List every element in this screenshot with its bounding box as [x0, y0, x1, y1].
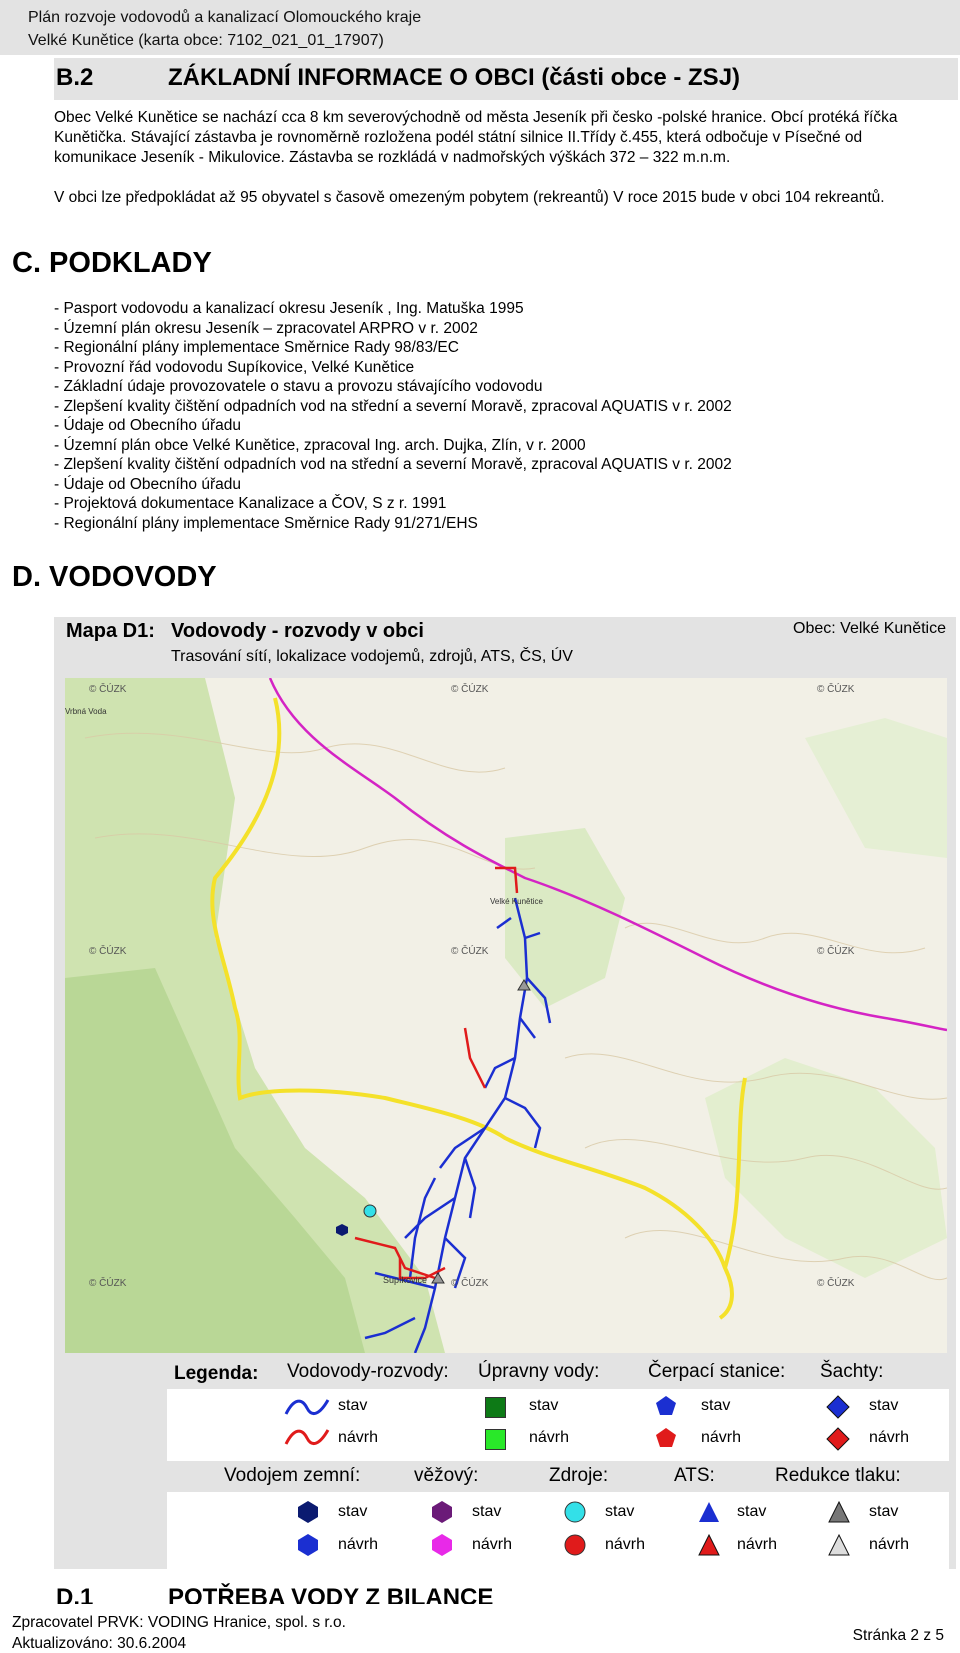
legend-header: věžový: — [414, 1465, 479, 1486]
source-item: - Zlepšení kvality čištění odpadních vod na střední a severní Moravě, zpracoval AQUATIS v r. 2002 — [54, 456, 732, 473]
map-label: Mapa D1: — [66, 620, 155, 642]
section-d-heading: D. VODOVODY — [12, 561, 217, 593]
ground-reservoir-stav-symbol — [296, 1500, 320, 1524]
cuzk-watermark: © ČÚZK — [817, 684, 855, 695]
source-item: - Provozní řád vodovodu Supíkovice, Velké Kunětice — [54, 358, 415, 376]
legend-stav: stav — [529, 1397, 559, 1414]
municipality-description: Obec Velké Kunětice se nachází cca 8 km severovýchodně od města Jeseník při česko -polské hranice. Obcí protéká říčka Kunětička. Stávající zástavba je rovnoměrně rozložena podél státní silnice II.Třídy č.455, která odbočuje v Písečné od komunikace Jeseník - Mikulovice. Zástavba se rozkládá v nadmořských výškách 372 – 322 m.n.m. — [54, 109, 898, 166]
pressure-reduction-navrh-symbol — [827, 1533, 851, 1557]
tower-reservoir-stav-symbol — [430, 1500, 454, 1524]
legend-header: Úpravny vody: — [478, 1361, 600, 1382]
legend-stav: stav — [701, 1397, 731, 1414]
legend-stav: stav — [869, 1503, 899, 1520]
ats-navrh-symbol — [697, 1533, 721, 1557]
section-c-heading: C. PODKLADY — [12, 247, 212, 279]
legend-navrh: návrh — [472, 1536, 513, 1553]
map-subtitle: Trasování sítí, lokalizace vodojemů, zdrojů, ATS, ČS, ÚV — [171, 648, 573, 665]
cuzk-watermark: © ČÚZK — [451, 946, 489, 957]
source-list — [54, 299, 732, 533]
pressure-reduction-stav-symbol — [827, 1500, 851, 1524]
document-title: Plán rozvoje vodovodů a kanalizací Olomouckého kraje — [28, 9, 422, 26]
legend-stav: stav — [605, 1503, 635, 1520]
legend-header: Redukce tlaku: — [775, 1465, 901, 1486]
section-d1-heading — [54, 1582, 958, 1604]
source-item: - Údaje od Obecního úřadu — [54, 475, 241, 493]
source-item: - Projektová dokumentace Kanalizace a ČOV, S z r. 1991 — [54, 495, 447, 512]
pump-station-navrh-symbol — [654, 1426, 678, 1450]
source-item: - Územní plán okresu Jeseník – zpracovatel ARPRO v r. 2002 — [54, 319, 478, 337]
legend-header: Šachty: — [820, 1361, 884, 1382]
page-header — [0, 0, 960, 55]
municipality-card-title: Velké Kunětice (karta obce: 7102_021_01_17907) — [28, 32, 384, 49]
map-municipality: Obec: Velké Kunětice — [793, 620, 946, 637]
section-title: ZÁKLADNÍ INFORMACE O OBCI (části obce - ZSJ) — [168, 64, 741, 91]
pipe-navrh-symbol — [284, 1424, 330, 1450]
cuzk-watermark: © ČÚZK — [89, 946, 127, 957]
ground-reservoir-navrh-symbol — [296, 1533, 320, 1557]
section-number: B.2 — [56, 64, 94, 91]
cuzk-watermark: © ČÚZK — [89, 1278, 127, 1289]
legend-navrh: návrh — [605, 1536, 646, 1553]
manhole-stav-symbol — [825, 1394, 851, 1420]
source-item: - Pasport vodovodu a kanalizací okresu Jeseník , Ing. Matuška 1995 — [54, 300, 524, 317]
legend-stav: stav — [869, 1397, 899, 1414]
water-network-map — [65, 678, 947, 1353]
cuzk-watermark: © ČÚZK — [817, 1278, 855, 1289]
section-b2-heading — [54, 58, 958, 100]
pipe-stav-symbol — [284, 1394, 330, 1420]
section-number: D.1 — [56, 1584, 94, 1604]
legend-navrh: návrh — [869, 1429, 910, 1446]
legend-navrh: návrh — [338, 1429, 379, 1446]
tower-reservoir-navrh-symbol — [430, 1533, 454, 1557]
source-item: - Regionální plány implementace Směrnice Rady 91/271/EHS — [54, 514, 478, 532]
treatment-navrh-symbol — [485, 1429, 506, 1450]
ats-stav-symbol — [697, 1500, 721, 1524]
source-item: - Zlepšení kvality čištění odpadních vod na střední a severní Moravě, zpracoval AQUATIS v r. 2002 — [54, 397, 732, 415]
section-title: POTŘEBA VODY Z BILANCE — [168, 1584, 494, 1604]
pump-station-stav-symbol — [654, 1394, 678, 1418]
cuzk-watermark: © ČÚZK — [89, 684, 127, 695]
source-item: - Regionální plány implementace Směrnice Rady 98/83/EC — [54, 339, 459, 356]
legend-navrh: návrh — [737, 1536, 778, 1553]
source-navrh-symbol — [563, 1533, 587, 1557]
legend-header: Zdroje: — [549, 1465, 609, 1486]
legend-stav: stav — [737, 1503, 767, 1520]
legend-header: Vodovody-rozvody: — [287, 1361, 449, 1382]
source-item: - Údaje od Obecního úřadu — [54, 417, 241, 434]
treatment-stav-symbol — [485, 1397, 506, 1418]
legend-stav: stav — [338, 1397, 368, 1414]
footer-processor: Zpracovatel PRVK: VODING Hranice, spol. s r.o. — [12, 1614, 346, 1631]
legend-label: Legenda: — [174, 1363, 259, 1384]
place-label: Supíkovice — [383, 1275, 428, 1285]
source-item: - Základní údaje provozovatele o stavu a provozu stávajícího vodovodu — [54, 378, 543, 395]
place-label: Velké Kunětice — [490, 897, 543, 906]
cuzk-watermark: © ČÚZK — [451, 684, 489, 695]
map-title: Vodovody - rozvody v obci — [171, 620, 424, 642]
legend-header: Čerpací stanice: — [648, 1361, 786, 1382]
legend-stav: stav — [472, 1503, 502, 1520]
source-item: - Územní plán obce Velké Kunětice, zpracoval Ing. arch. Dujka, Zlín, v r. 2000 — [54, 436, 586, 454]
place-label: Vrbná Voda — [65, 707, 107, 716]
legend-navrh: návrh — [701, 1429, 742, 1446]
source-stav-symbol — [563, 1500, 587, 1524]
cuzk-watermark: © ČÚZK — [451, 1278, 489, 1289]
legend-header: Vodojem zemní: — [224, 1465, 361, 1486]
legend-navrh: návrh — [338, 1536, 379, 1553]
legend-navrh: návrh — [869, 1536, 910, 1553]
manhole-navrh-symbol — [825, 1426, 851, 1452]
recreants-info: V obci lze předpokládat až 95 obyvatel s časově omezeným pobytem (rekreantů) V roce 2015 bude v obci 104 rekreantů. — [54, 189, 885, 206]
footer-updated: Aktualizováno: 30.6.2004 — [12, 1635, 187, 1652]
cuzk-watermark: © ČÚZK — [817, 946, 855, 957]
legend-navrh: návrh — [529, 1429, 570, 1446]
water-source-symbol — [364, 1205, 376, 1217]
legend-header: ATS: — [674, 1465, 715, 1486]
page-number: Stránka 2 z 5 — [852, 1627, 944, 1644]
legend-stav: stav — [338, 1503, 368, 1520]
